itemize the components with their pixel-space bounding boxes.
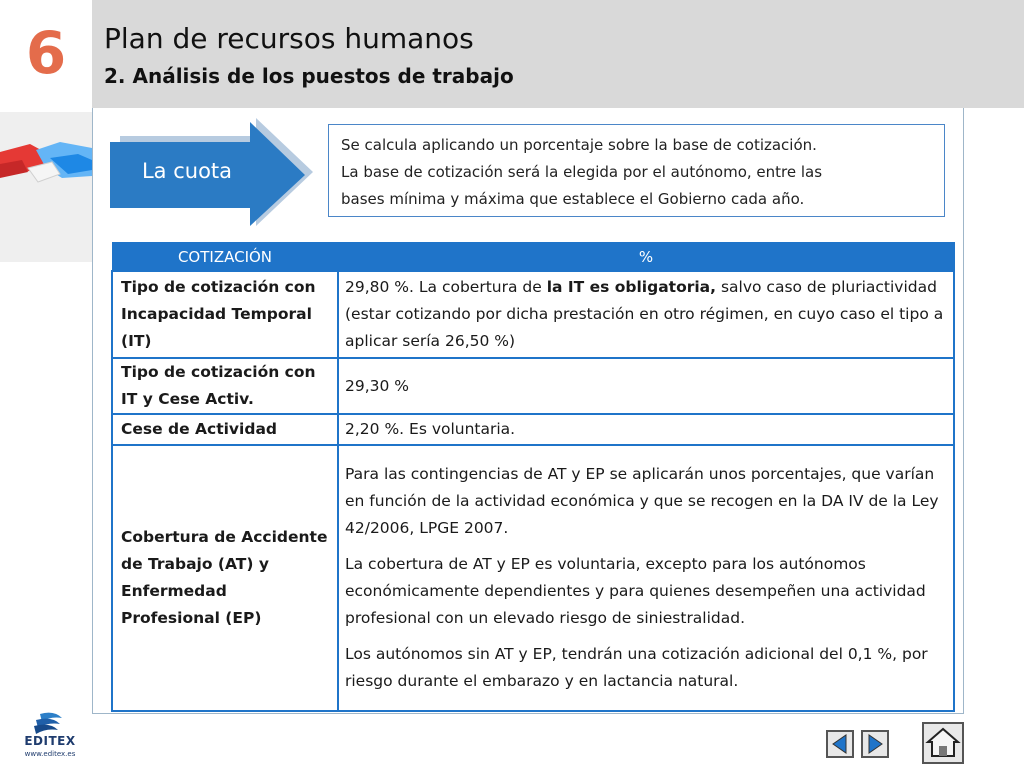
note-line: Se calcula aplicando un porcentaje sobre la base de cotización. [341, 136, 817, 154]
cotizacion-table [111, 242, 955, 712]
chapter-number: 6 [25, 19, 67, 87]
row-paragraph: Los autónomos sin AT y EP, tendrán una cotización adicional del 0,1 %, por riesgo durante el embarazo y en lactancia natural. [345, 645, 928, 690]
row-label: Cese de Actividad [112, 414, 338, 445]
row-label: Cobertura de Accidente de Trabajo (AT) y Enfermedad Profesional (EP) [112, 445, 338, 711]
logo-url: www.editex.es [24, 750, 76, 758]
table-row [112, 271, 954, 358]
row-paragraph: Para las contingencias de AT y EP se aplicarán unos porcentajes, que varían en función de la actividad económica y que se recogen en la DA IV de la Ley 42/2006, LPGE 2007. [345, 465, 939, 537]
table-row [112, 414, 954, 445]
prev-arrow-icon[interactable] [826, 730, 854, 758]
note-line: La base de cotización será la elegida por el autónomo, entre las [341, 163, 823, 181]
row-value [338, 271, 954, 358]
arrow-label: La cuota [141, 159, 233, 183]
chapter-box [0, 0, 92, 108]
column-header-percent: % [338, 243, 954, 272]
logo-name: EDITEX [24, 734, 76, 748]
note-box [328, 124, 945, 217]
row-value: 29,30 % [338, 358, 954, 414]
row-paragraph: La cobertura de AT y EP es voluntaria, excepto para los autónomos económicamente dependientes y para quienes desempeñen una actividad profesional con un elevado riesgo de siniestralidad. [345, 555, 926, 627]
column-header-cotizacion: COTIZACIÓN [112, 243, 338, 272]
page-subtitle: 2. Análisis de los puestos de trabajo [104, 64, 514, 88]
row-value: 2,20 %. Es voluntaria. [338, 414, 954, 445]
table-row [112, 445, 954, 711]
row-label: Tipo de cotización con IT y Cese Activ. [112, 358, 338, 414]
row-value-bold: la IT es obligatoria, [546, 278, 717, 296]
table-row [112, 358, 954, 414]
page-title: Plan de recursos humanos [104, 22, 474, 55]
next-arrow-icon[interactable] [861, 730, 889, 758]
table-header-row [112, 243, 954, 272]
row-value-text: 29,80 %. La cobertura de [345, 278, 547, 296]
row-label: Tipo de cotización con Incapacidad Temporal (IT) [112, 271, 338, 358]
row-value [338, 445, 954, 711]
row-value-text: salvo caso de pluriactividad (estar cotizando por dicha prestación en otro régimen, en cuyo caso el tipo a aplicar sería 26,50 %) [345, 278, 944, 350]
home-icon[interactable] [922, 722, 964, 764]
note-line: bases mínima y máxima que establece el Gobierno cada año. [341, 190, 805, 208]
handshake-image [0, 112, 92, 262]
